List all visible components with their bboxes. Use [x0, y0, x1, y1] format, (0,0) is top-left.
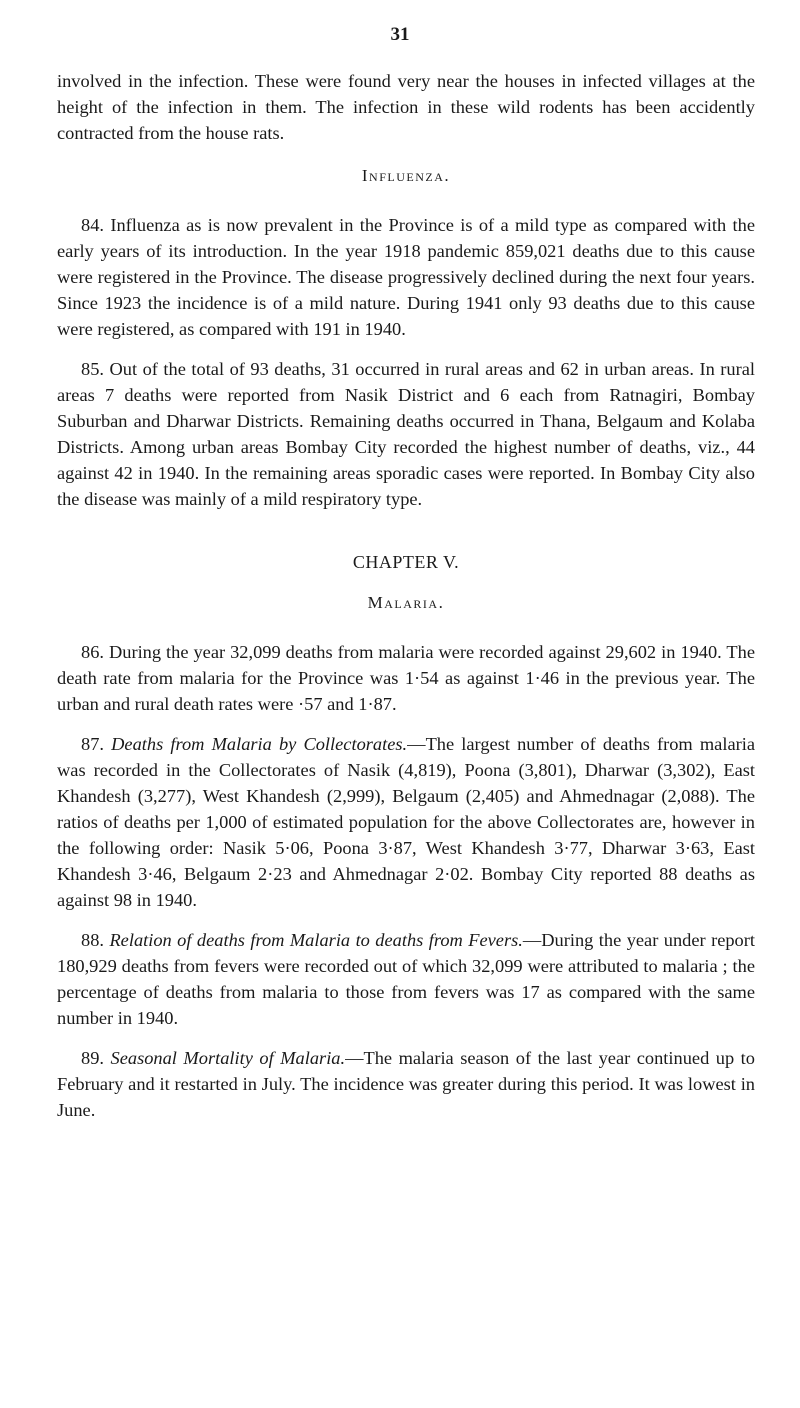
chapter-label: CHAPTER V.: [352, 552, 460, 572]
paragraph-87: [57, 731, 755, 913]
paragraph-89-number: 89.: [81, 1048, 104, 1068]
paragraph-89-title: Seasonal Mortality of Malaria.: [110, 1048, 346, 1068]
paragraph-89: [57, 1045, 755, 1123]
page-number: 31: [390, 24, 410, 45]
chapter-title: Malaria.: [367, 593, 445, 612]
paragraph-88-title: Relation of deaths from Malaria to deaths from Fevers.: [109, 930, 523, 950]
paragraph-85: 85. Out of the total of 93 deaths, 31 occurred in rural areas and 62 in urban areas. In rural areas 7 deaths were reported from Nasik District and 6 each from Ratnagiri, Bombay Suburban and Dharwar Districts. Remaining deaths occurred in Thana, Belgaum and Kolaba Districts. Among urban areas Bombay City recorded the highest number of deaths, viz., 44 against 42 in 1940. In the remaining areas sporadic cases were reported. In Bombay City also the disease was mainly of a mild respiratory type.: [57, 359, 755, 509]
intro-paragraph: involved in the infection. These were found very near the houses in infected villages at the height of the infection in them. The infection in these wild rodents has been accidently contracted from the house rats.: [57, 71, 755, 143]
paragraph-89-text: —The malaria season of the last year continued up to February and it restarted in July. The incidence was greater during this period. It was lowest in June.: [57, 1048, 755, 1120]
paragraph-87-number: 87.: [81, 734, 104, 754]
section-heading-influenza: Influenza.: [361, 166, 451, 185]
paragraph-88: [57, 927, 755, 1031]
paragraph-84: 84. Influenza as is now prevalent in the Province is of a mild type as compared with the early years of its introduction. In the year 1918 pandemic 859,021 deaths due to this cause were registered in the Province. The disease progressively declined during the next four years. Since 1923 the incidence is of a mild nature. During 1941 only 93 deaths due to this cause were registered, as compared with 191 in 1940.: [57, 215, 755, 339]
paragraph-87-text: —The largest number of deaths from malaria was recorded in the Collectorates of Nasik (4,819), Poona (3,801), Dharwar (3,302), East Khandesh (3,277), West Khandesh (2,999), Belgaum (2,405) and Ahmednagar (2,088). The ratios of deaths per 1,000 of estimated population for the above Collectorates are, however in the following order: Nasik 5·06, Poona 3·87, West Khandesh 3·77, Dharwar 3·63, East Khandesh 3·46, Belgaum 2·23 and Ahmednagar 2·02. Bombay City reported 88 deaths as against 98 in 1940.: [57, 734, 755, 910]
paragraph-88-text: —During the year under report 180,929 deaths from fevers were recorded out of which 32,099 were attributed to malaria ; the percentage of deaths from malaria to those from fevers was 17 as compared with the same number in 1940.: [57, 930, 755, 1028]
paragraph-86: 86. During the year 32,099 deaths from malaria were recorded against 29,602 in 1940. The death rate from malaria for the Province was 1·54 as against 1·46 in the previous year. The urban and rural death rates were ·57 and 1·87.: [57, 642, 755, 714]
page-content: [57, 68, 755, 1123]
paragraph-87-title: Deaths from Malaria by Collectorates.: [111, 734, 408, 754]
paragraph-88-number: 88.: [81, 930, 104, 950]
